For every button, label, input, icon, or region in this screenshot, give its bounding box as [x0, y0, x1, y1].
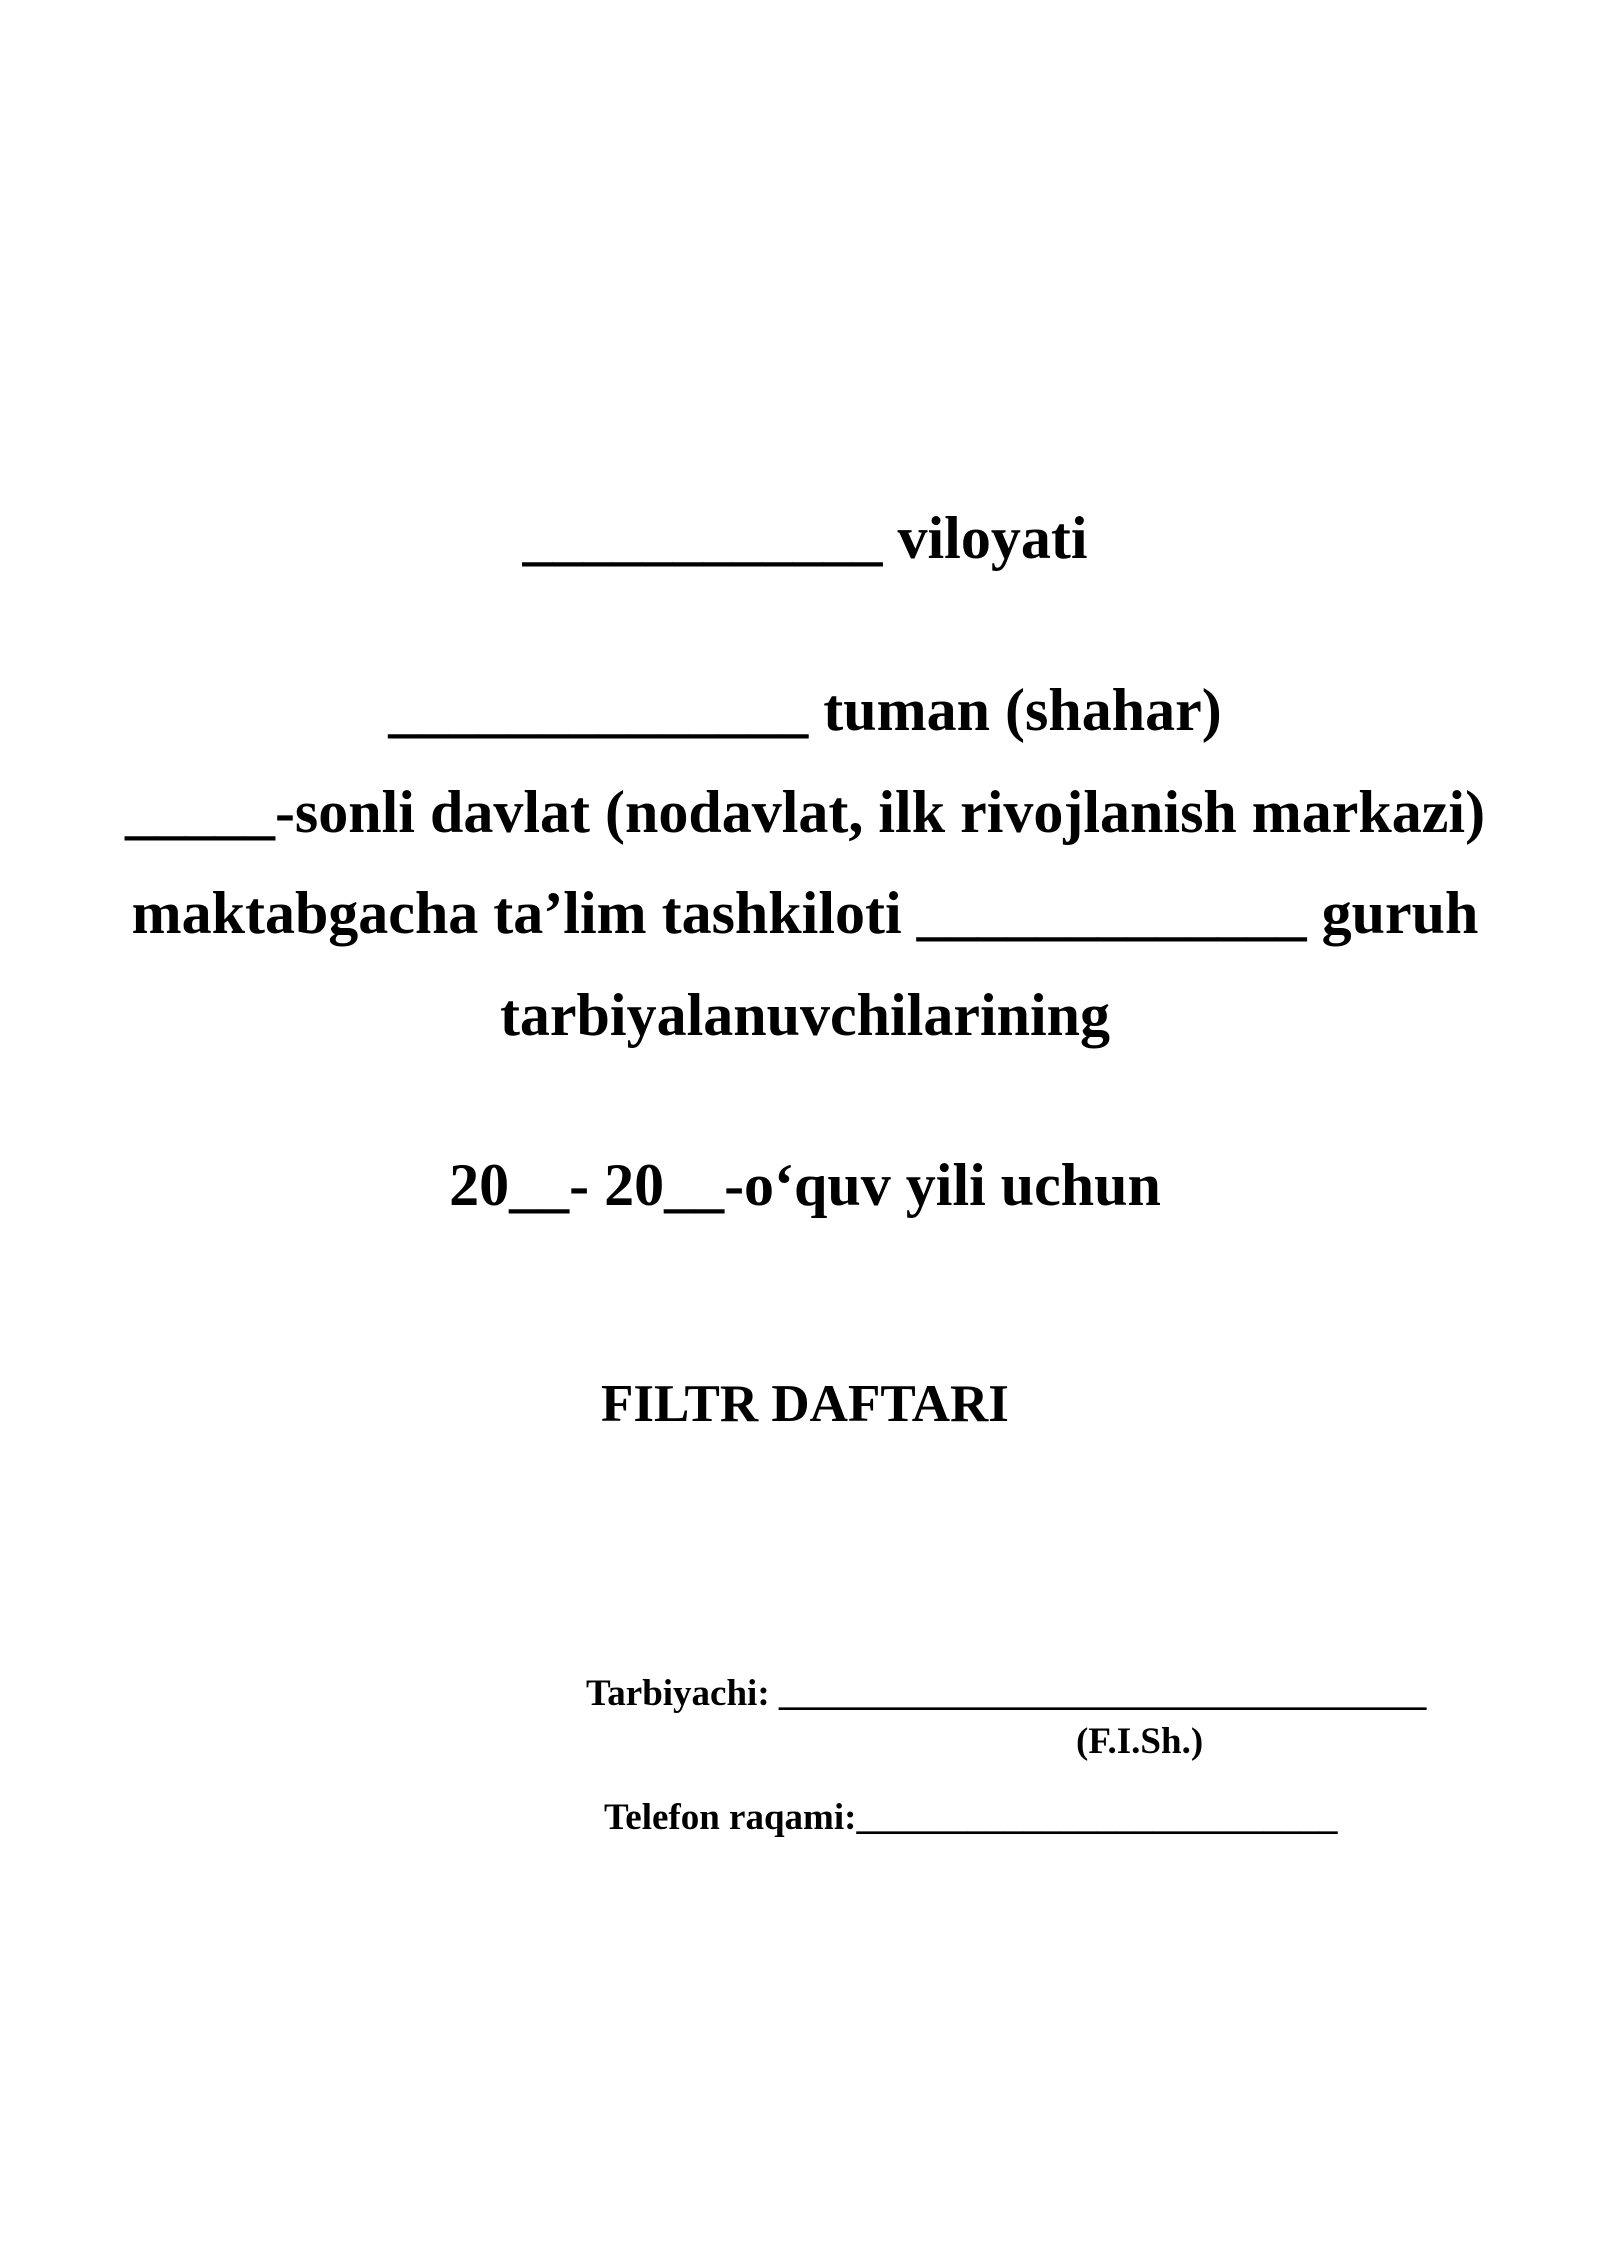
educator-field: Tarbiyachi: ___________________________________: [586, 1673, 1427, 1714]
pupils-line: tarbiyalanuvchilarining: [499, 982, 1111, 1048]
academic-year-line: 20__- 20__-o‘quv yili uchun: [449, 1152, 1161, 1218]
region-line: ____________ viloyati: [522, 505, 1088, 571]
phone-field: Telefon raqami:__________________________: [604, 1797, 1338, 1838]
institution-group-line: maktabgacha ta’lim tashkiloti _____________ guruh: [131, 880, 1479, 946]
document-title: FILTR DAFTARI: [601, 1375, 1009, 1433]
institution-number-line: _____-sonli davlat (nodavlat, ilk rivojlanish markazi): [124, 779, 1486, 845]
educator-caption: (F.I.Sh.): [1076, 1721, 1204, 1762]
district-line: ______________ tuman (shahar): [388, 677, 1222, 743]
